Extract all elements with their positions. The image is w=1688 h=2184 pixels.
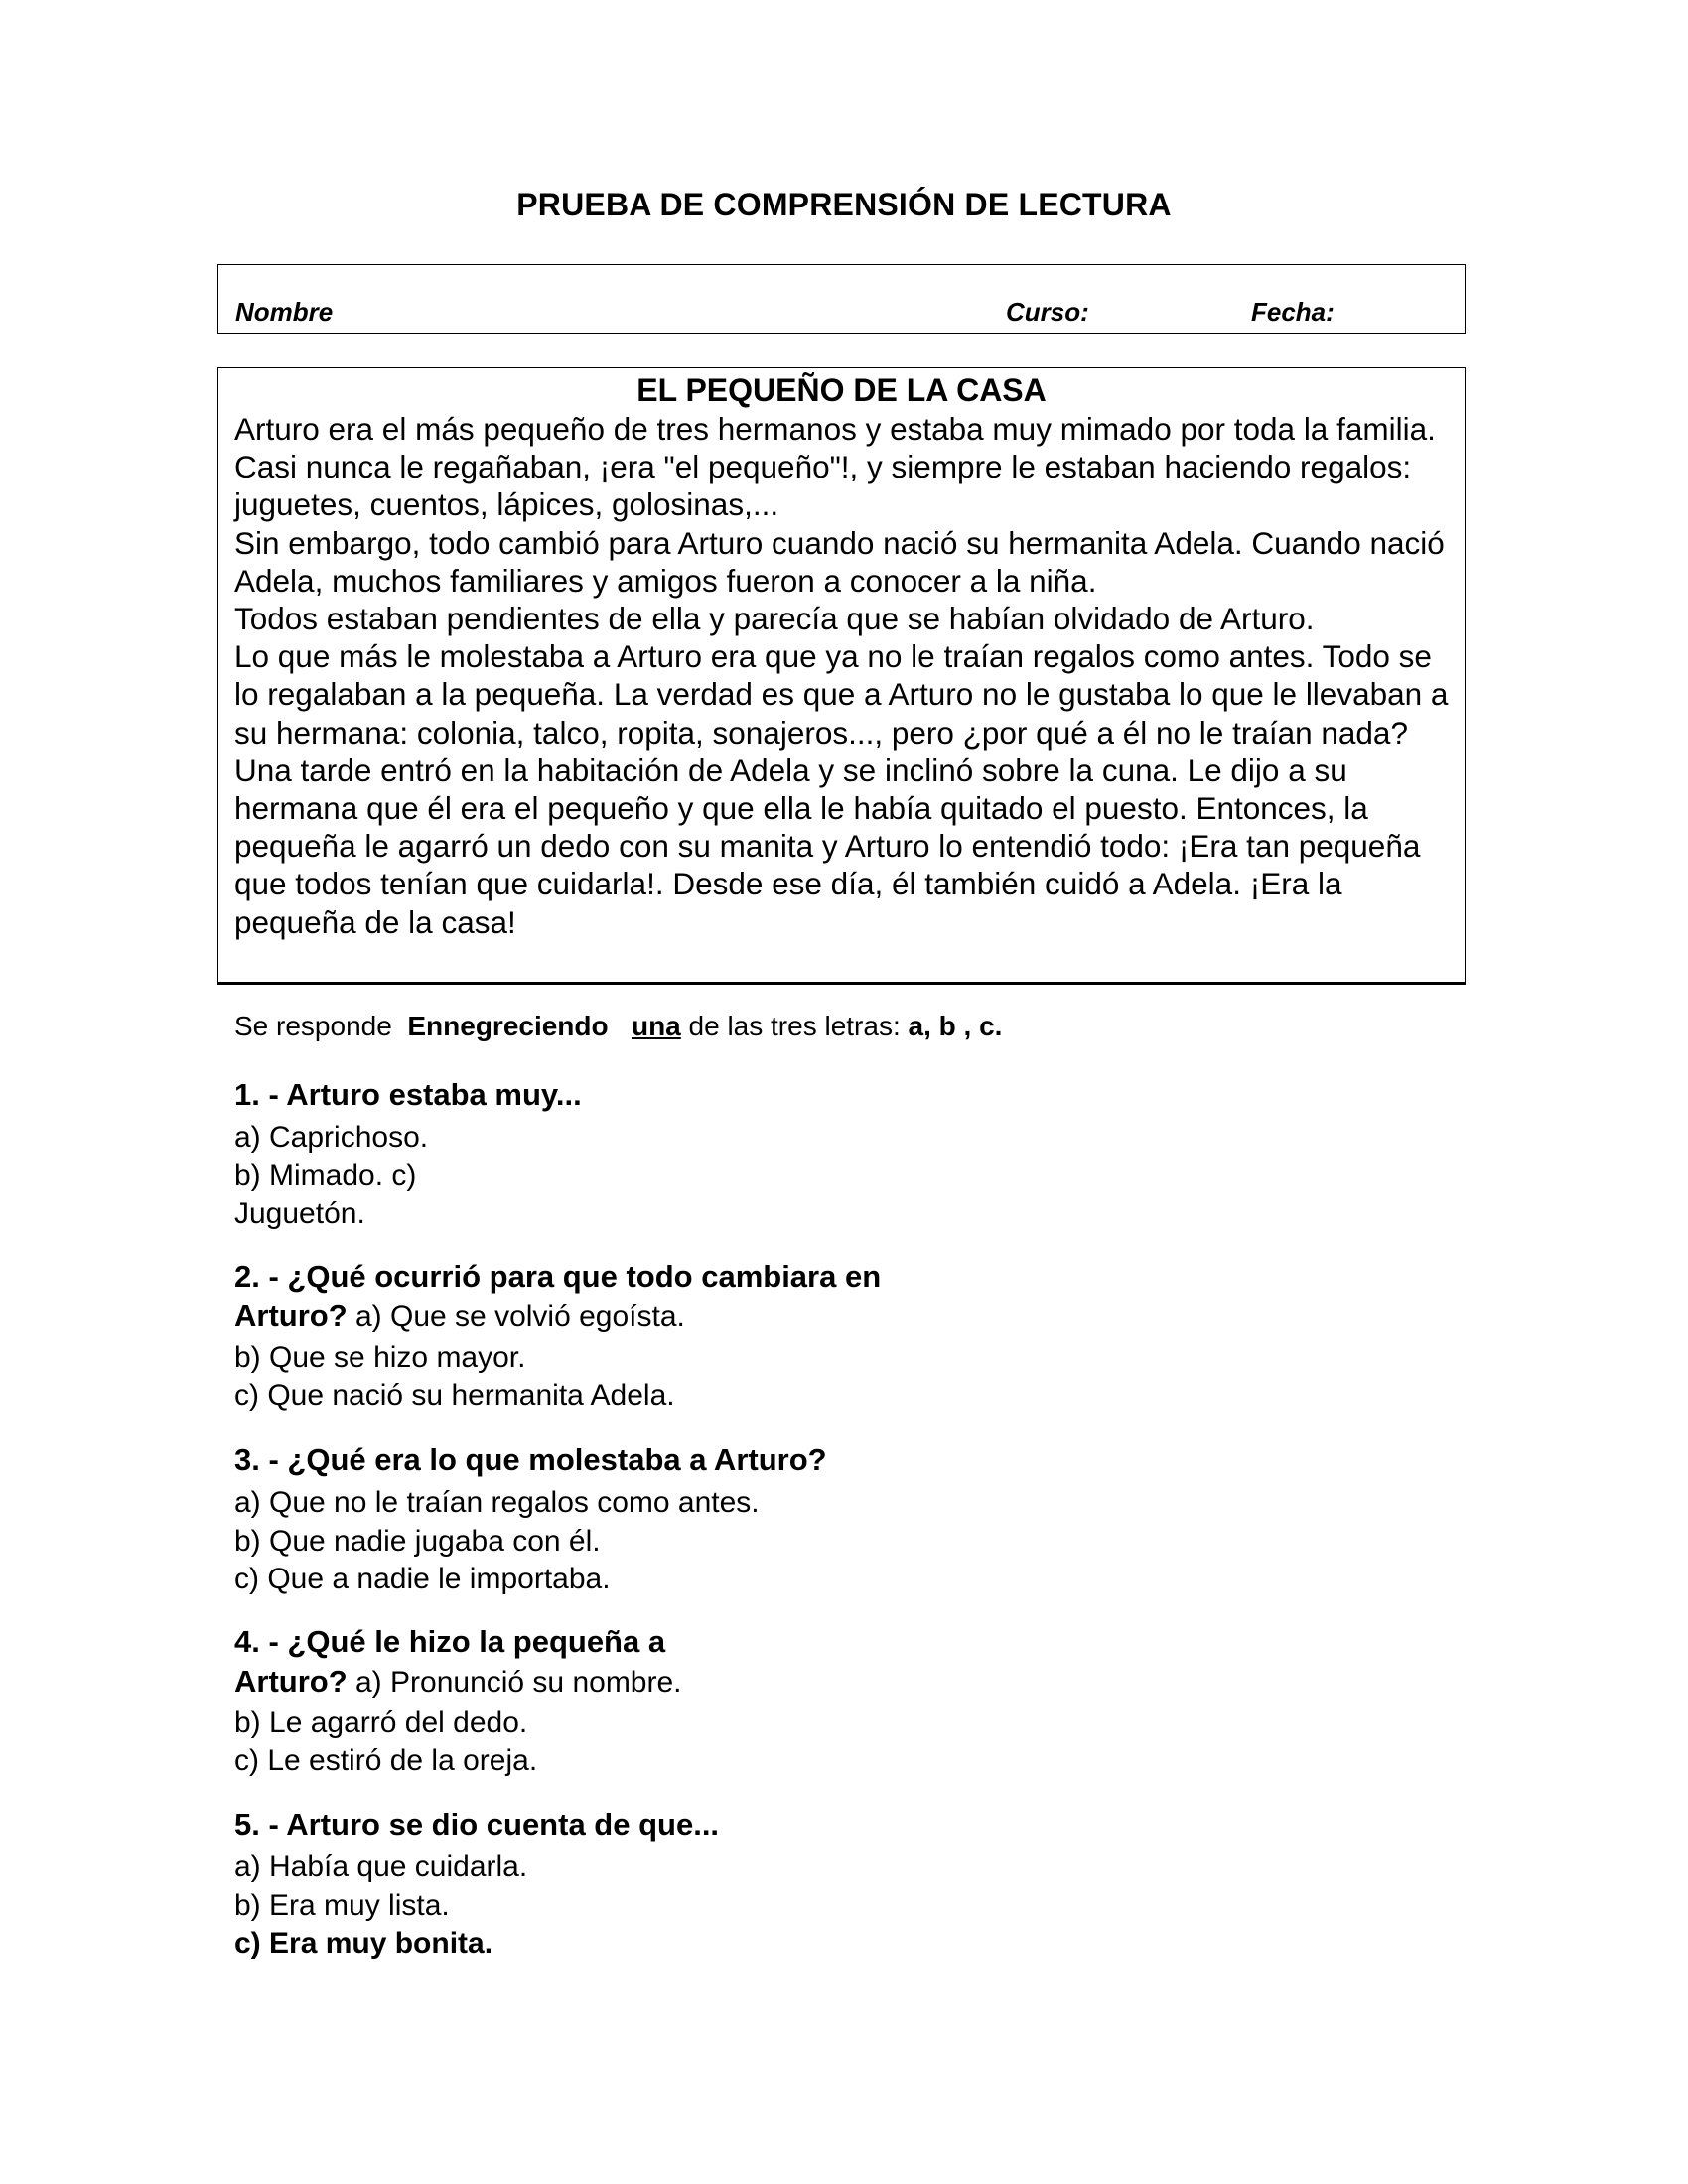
- answer-option[interactable]: c) Le estiró de la oreja.: [234, 1744, 538, 1777]
- question-title: Arturo?: [234, 1298, 348, 1333]
- story-paragraph: Arturo era el más pequeño de tres hermanos y estaba muy mimado por toda la familia. Casi nunca le regañaban, ¡era "el pequeño"!, y siempre le estaban haciendo regalos: juguetes, cuentos, lápices, golosinas,...: [234, 411, 1436, 523]
- curso-label: Curso:: [1006, 297, 1089, 327]
- answer-option[interactable]: b) Le agarró del dedo.: [234, 1706, 528, 1739]
- question-title: 4. - ¿Qué le hizo la pequeña a: [234, 1624, 666, 1659]
- story-title: EL PEQUEÑO DE LA CASA: [636, 372, 1047, 408]
- instructions-underlined: una: [631, 1011, 681, 1041]
- question-5: [234, 1805, 719, 1964]
- story-paragraph: Sin embargo, todo cambió para Arturo cuando nació su hermanita Adela. Cuando nació Adela, muchos familiares y amigos fueron a conocer a la niña.: [234, 524, 1445, 599]
- question-3: [234, 1440, 827, 1599]
- instructions-letters: a, b , c.: [908, 1011, 1003, 1041]
- question-title: Arturo?: [234, 1664, 348, 1699]
- question-title: 3. - ¿Qué era lo que molestaba a Arturo?: [234, 1442, 827, 1477]
- question-4: [234, 1622, 682, 1781]
- answer-option[interactable]: b) Que se hizo mayor.: [234, 1340, 526, 1374]
- question-title: 5. - Arturo se dio cuenta de que...: [234, 1807, 720, 1842]
- story-paragraph: Lo que más le molestaba a Arturo era que ya no le traían regalos como antes. Todo se lo regalaban a la pequeña. La verdad es que a Arturo no le gustaba lo que le llevaban a su hermana: colonia, talco, ropita, sonajeros..., pero ¿por qué a él no le traían nada?: [234, 638, 1449, 751]
- answer-option[interactable]: a) Caprichoso.: [234, 1121, 429, 1154]
- instructions: [234, 1011, 1002, 1042]
- question-title: 1. - Arturo estaba muy...: [234, 1077, 582, 1112]
- answer-option[interactable]: b) Mimado. c): [234, 1159, 417, 1192]
- answer-option[interactable]: a) Que no le traían regalos como antes.: [234, 1486, 760, 1519]
- instructions-text: Se responde: [234, 1011, 392, 1041]
- instructions-text: de las tres letras:: [688, 1011, 901, 1041]
- answer-option[interactable]: a) Que se volvió egoísta.: [355, 1300, 685, 1333]
- story-text: [218, 410, 1465, 941]
- instructions-bold: Ennegreciendo: [407, 1011, 609, 1041]
- question-1: [234, 1075, 582, 1234]
- story-paragraph: Una tarde entró en la habitación de Adela y se inclinó sobre la cuna. Le dijo a su hermana que él era el pequeño y que ella le había quitado el puesto. Entonces, la pequeña le agarró un dedo con su manita y Arturo lo entendió todo: ¡Era tan pequeña que todos tenían que cuidarla!. Desde ese día, él también cuidó a Adela. ¡Era la pequeña de la casa!: [234, 751, 1421, 940]
- nombre-label: Nombre: [235, 297, 334, 327]
- fecha-label: Fecha:: [1251, 297, 1335, 327]
- answer-option[interactable]: c) Que a nadie le importaba.: [234, 1563, 611, 1595]
- story-box: [217, 367, 1466, 985]
- answer-option[interactable]: a) Había que cuidarla.: [234, 1850, 528, 1883]
- answer-option[interactable]: b) Que nadie jugaba con él.: [234, 1524, 601, 1558]
- answer-option[interactable]: Juguetón.: [234, 1197, 365, 1230]
- question-2: [234, 1257, 881, 1416]
- question-title: 2. - ¿Qué ocurrió para que todo cambiara en: [234, 1259, 882, 1294]
- answer-option[interactable]: c) Que nació su hermanita Adela.: [234, 1379, 675, 1412]
- answer-option-selected[interactable]: c) Era muy bonita.: [234, 1927, 493, 1960]
- student-info-box: [217, 264, 1466, 334]
- page-title: PRUEBA DE COMPRENSIÓN DE LECTURA: [516, 187, 1172, 222]
- story-paragraph: Todos estaban pendientes de ella y parecía que se habían olvidado de Arturo.: [234, 601, 1315, 637]
- answer-option[interactable]: b) Era muy lista.: [234, 1888, 450, 1922]
- answer-option[interactable]: a) Pronunció su nombre.: [355, 1666, 682, 1699]
